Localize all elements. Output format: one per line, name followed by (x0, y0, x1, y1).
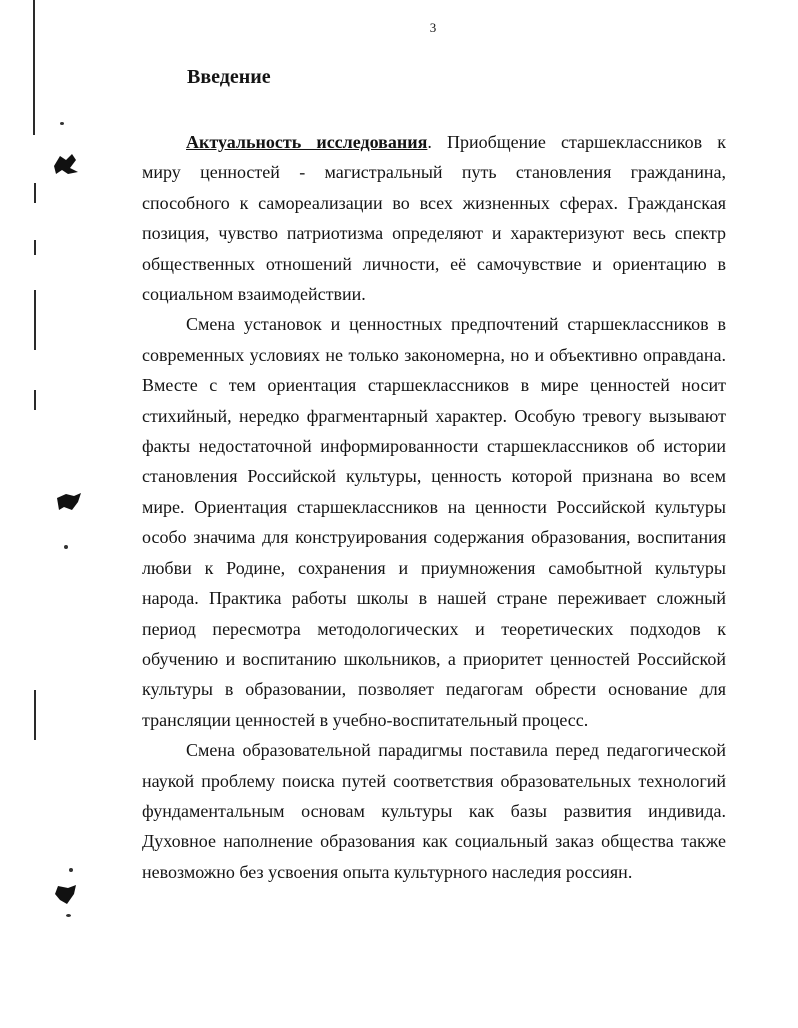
section-heading: Введение (187, 66, 271, 88)
scan-speck (64, 545, 68, 549)
scan-margin-line (34, 690, 36, 740)
hole-punch-blot (54, 490, 84, 514)
scan-speck (60, 122, 64, 125)
paragraph (142, 127, 726, 309)
hole-punch-blot (50, 150, 84, 178)
scan-margin-line (34, 290, 36, 350)
scan-speck (69, 868, 73, 872)
hole-punch-blot (52, 882, 80, 908)
scan-margin-line (34, 390, 36, 410)
paragraph-text: . Приобщение старшеклассников к миру ценностей - магистральный путь становления гражданина, способного к самореализации во всех жизненных сферах. Гражданская позиция, чувство патриотизма определяют и характеризуют весь спектр общественных отношений личности, её самочувствие и ориентацию в социальном взаимодействии. (142, 132, 726, 305)
scan-margin-line (34, 240, 36, 255)
page-number: 3 (429, 20, 437, 35)
scan-margin-line (34, 183, 36, 203)
scan-margin-line (33, 0, 35, 135)
paragraph: Смена установок и ценностных предпочтений старшеклассников в современных условиях не только закономерна, но и объективно оправдана. Вместе с тем ориентация старшеклассников в мире ценностей носит стихийный, нередко фрагментарный характер. Особую тревогу вызывают факты недостаточной информированности старшеклассников об истории становления Российской культуры, ценность которой признана во всем мире. Ориентация старшеклассников на ценности Российской культуры особо значима для конструирования содержания образования, воспитания любви к Родине, сохранения и приумножения самобытной культуры народа. Практика работы школы в нашей стране переживает сложный период пересмотра методологических и теоретических подходов к обучению и воспитанию школьников, а приоритет ценностей Российской культуры в образовании, позволяет педагогам обрести основание для трансляции ценностей в учебно-воспитательный процесс. (142, 314, 726, 730)
body-text (142, 127, 726, 887)
paragraph: Смена образовательной парадигмы поставила перед педагогической наукой проблему поиска путей соответствия образовательных технологий фундаментальным основам культуры как базы развития индивида. Духовное наполнение образования как социальный заказ общества также невозможно без усвоения опыта культурного наследия россиян. (142, 740, 726, 882)
lead-term: Актуальность исследования (186, 132, 428, 152)
scan-speck (66, 914, 71, 917)
